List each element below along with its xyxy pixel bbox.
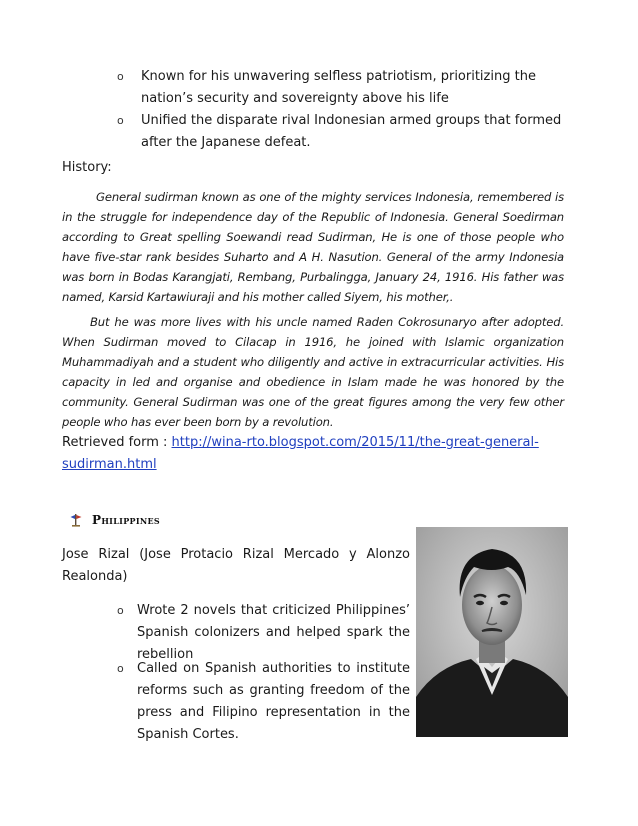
bullet-item	[117, 110, 564, 154]
bullet-text: Wrote 2 novels that criticized Philippines’ Spanish colonizers and helped spark the rebellion	[137, 603, 410, 662]
history-paragraph: But he was more lives with his uncle named Raden Cokrosunaryo after adopted. When Sudirman moved to Cilacap in 1916, he joined with Islamic organization Muhammadiyah and a student who diligently and active in extracurricular activities. His capacity in led and organise and obedience in Islam made he was honored by the community. General Sudirman was one of the great figures among the very few other people who has ever been born by a revolution.	[62, 315, 564, 429]
section-heading	[70, 513, 160, 527]
bullet-marker: o	[117, 70, 124, 83]
history-heading: History:	[62, 160, 112, 175]
bullet-marker: o	[117, 662, 124, 675]
bullet-marker: o	[117, 604, 124, 617]
bullet-item	[117, 600, 410, 666]
bullet-text: Known for his unwavering selfless patriotism, prioritizing the nation’s security and sovereignty above his life	[141, 69, 536, 106]
bullet-item	[117, 658, 410, 746]
section-title: Philippines	[92, 513, 160, 527]
person-name: Jose Rizal (Jose Protacio Rizal Mercado y Alonzo Realonda)	[62, 547, 410, 584]
portrait-photo	[416, 527, 568, 737]
bullet-marker: o	[117, 114, 124, 127]
citation-prefix: Retrieved form :	[62, 435, 172, 450]
bullet-text: Unified the disparate rival Indonesian armed groups that formed after the Japanese defeat.	[141, 113, 562, 150]
source-link[interactable]: http://wina-rto.blogspot.com/2015/11/the-great-general-sudirman.html	[62, 435, 539, 472]
flag-icon	[70, 513, 82, 527]
source-citation	[62, 432, 562, 476]
bullet-text: Called on Spanish authorities to institute reforms such as granting freedom of the press and Filipino representation in the Spanish Cortes.	[137, 661, 410, 742]
history-paragraph: General sudirman known as one of the mighty services Indonesia, remembered is in the struggle for independence day of the Republic of Indonesia. General Soedirman according to Great spelling Soewandi read Sudirman, He is one of those people who have five-star rank besides Suharto and A H. Nasution. General of the army Indonesia was born in Bodas Karangjati, Rembang, Purbalingga, January 24, 1916. His father was named, Karsid Kartawiuraji and his mother called Siyem, his mother,.	[62, 190, 564, 304]
bullet-item	[117, 66, 564, 110]
